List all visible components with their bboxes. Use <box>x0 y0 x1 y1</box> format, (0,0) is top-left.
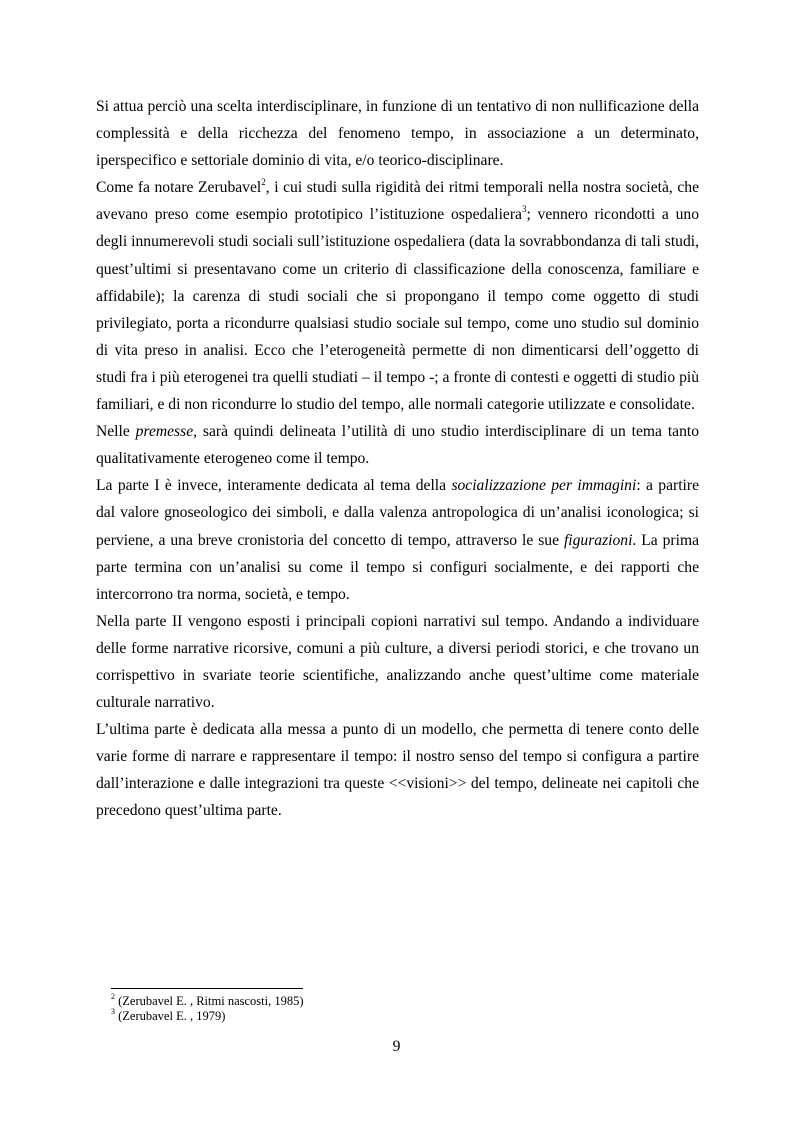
footnote-mark: 3 <box>111 1006 115 1016</box>
footnote <box>111 1006 304 1024</box>
paragraph <box>96 716 699 824</box>
paragraph-text: Nella parte II vengono esposti i principali copioni narrativi sul tempo. Andando a individuare delle forme narrative ricorsive, comuni a più culture, a diversi periodi storici, e che trovano un corrispettivo in svariate teorie scientifiche, analizzando anche quest’ultime come materiale culturale narrativo. <box>96 612 699 712</box>
footnote-reference: 3 <box>521 204 527 215</box>
footnote-reference: 2 <box>261 177 266 188</box>
paragraph-text: La parte I è invece, interamente dedicata al tema della <box>96 477 452 495</box>
paragraph <box>96 472 699 607</box>
footnote-text: (Zerubavel E. , Ritmi nascosti, 1985) <box>115 994 304 1008</box>
paragraph-text: : a partire dal valore gnoseologico dei simboli, e dalla valenza antropologica di un’analisi iconologica; si perviene, a una breve cronistoria del concetto di tempo, attraverso le sue <box>96 477 699 549</box>
paragraph <box>96 608 699 716</box>
paragraph-text: . La prima parte termina con un’analisi su come il tempo si configuri socialmente, e dei rapporti che intercorrono tra norma, società, e tempo. <box>96 531 699 603</box>
paragraph-text: Si attua perciò una scelta interdisciplinare, in funzione di un tentativo di non nullificazione della complessità e della ricchezza del fenomeno tempo, in associazione a un determinato, iperspecifico e settoriale dominio di vita, e/o teorico-disciplinare. <box>96 98 699 170</box>
footnote-mark: 2 <box>111 991 115 1001</box>
paragraph-text: Nelle <box>96 423 136 441</box>
paragraph-text: , sarà quindi delineata l’utilità di uno studio interdisciplinare di un tema tanto qualitativamente eterogeneo come il tempo. <box>96 423 699 468</box>
paragraph-text: L’ultima parte è dedicata alla messa a punto di un modello, che permetta di tenere conto delle varie forme di narrare e rappresentare il tempo: il nostro senso del tempo si configura a partire dall’interazione e dalle integrazioni tra queste <<visioni>> del tempo, delineate nei capitoli che precedono quest’ultima parte. <box>96 721 699 820</box>
paragraph-text: ; vennero ricondotti a uno degli innumerevoli studi sociali sull’istituzione ospedaliera (data la sovrabbondanza di tali studi, quest’ultimi si presentavano come un criterio di classificazione della conoscenza, familiare e affidabile); la carenza di studi sociali che si propongano il tempo come oggetto di studi privilegiato, porta a ricondurre qualsiasi studio sociale sul tempo, come uno studio sul dominio di vita preso in analisi. Ecco che l’eterogeneità permette di non dimenticarsi dell’oggetto di studi fra i più eterogenei tra quelli studiati – il tempo -; a fronte di contesti e oggetti di studio più familiari, e di non ricondurre lo studio del tempo, alle normali categorie utilizzate e consolidate. <box>96 206 699 414</box>
footnote-separator <box>111 988 303 989</box>
paragraph <box>96 418 699 472</box>
paragraph <box>96 174 699 418</box>
paragraph-text: Come fa notare Zerubavel <box>96 179 262 197</box>
emphasized-text: socializzazione per immagini <box>451 477 637 495</box>
emphasized-text: figurazioni <box>563 531 633 549</box>
footnotes <box>111 991 304 1024</box>
footnote-text: (Zerubavel E. , 1979) <box>115 1009 226 1023</box>
paragraph-text: , i cui studi sulla rigidità dei ritmi temporali nella nostra società, che avevano preso come esempio prototipico l’istituzione ospedaliera <box>96 179 699 224</box>
footnote <box>111 991 304 1009</box>
body-text <box>96 93 699 825</box>
page-number: 9 <box>392 1038 401 1055</box>
paragraph <box>96 93 699 174</box>
emphasized-text: premesse <box>135 423 194 441</box>
